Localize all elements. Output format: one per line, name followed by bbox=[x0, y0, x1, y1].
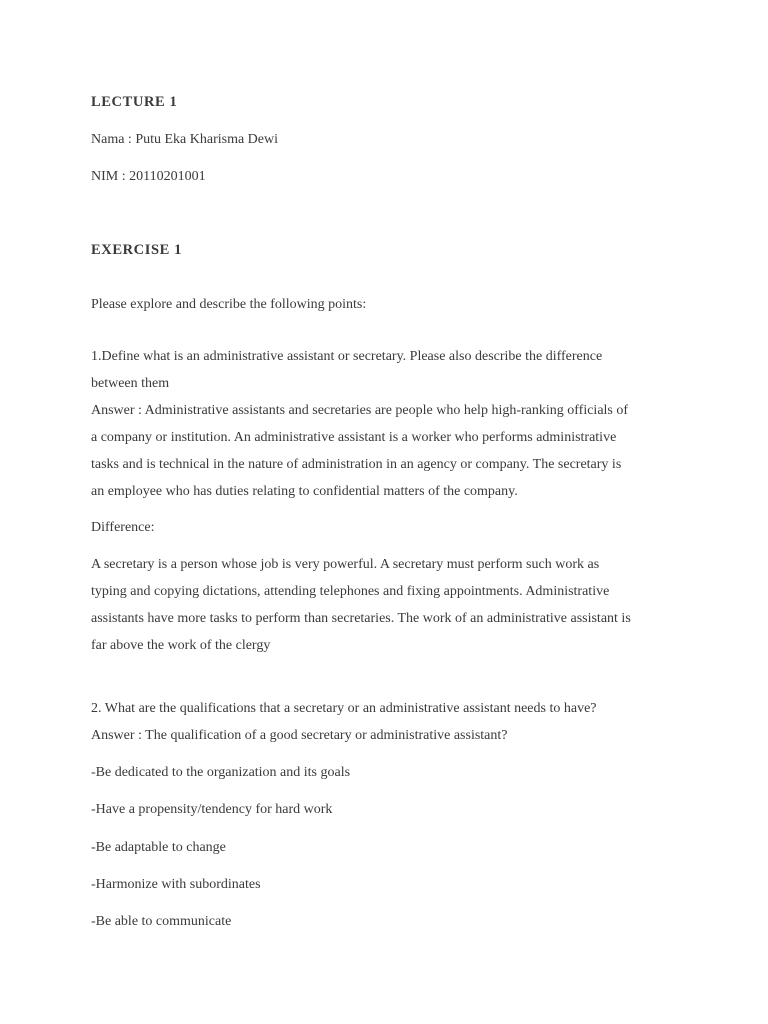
question-1-line-1: 1.Define what is an administrative assistant or secretary. Please also describe the difference bbox=[91, 349, 603, 364]
difference-line-3: assistants have more tasks to perform than secretaries. The work of an administrative assistant is bbox=[91, 611, 631, 626]
list-item: -Harmonize with subordinates bbox=[91, 877, 261, 892]
answer-2: Answer : The qualification of a good secretary or administrative assistant? bbox=[91, 728, 508, 743]
difference-line-4: far above the work of the clergy bbox=[91, 638, 271, 653]
lecture-title: LECTURE 1 bbox=[91, 94, 178, 110]
answer-1-line-1: Answer : Administrative assistants and secretaries are people who help high-ranking officials of bbox=[91, 403, 629, 418]
list-item: -Have a propensity/tendency for hard work bbox=[91, 802, 333, 817]
name-line: Nama : Putu Eka Kharisma Dewi bbox=[91, 132, 279, 147]
difference-line-2: typing and copying dictations, attending telephones and fixing appointments. Administrative bbox=[91, 584, 610, 599]
nim-line: NIM : 20110201001 bbox=[91, 169, 206, 184]
question-2: 2. What are the qualifications that a secretary or an administrative assistant needs to have? bbox=[91, 701, 597, 716]
difference-label: Difference: bbox=[91, 520, 155, 535]
difference-line-1: A secretary is a person whose job is very powerful. A secretary must perform such work as bbox=[91, 557, 600, 572]
exercise-title: EXERCISE 1 bbox=[91, 242, 183, 258]
answer-1-line-4: an employee who has duties relating to confidential matters of the company. bbox=[91, 484, 518, 499]
list-item: -Be able to communicate bbox=[91, 914, 232, 929]
intro-text: Please explore and describe the following points: bbox=[91, 297, 367, 312]
answer-1-line-3: tasks and is technical in the nature of administration in an agency or company. The secretary is bbox=[91, 457, 622, 472]
question-1-line-2: between them bbox=[91, 376, 170, 391]
answer-1-line-2: a company or institution. An administrative assistant is a worker who performs administrative bbox=[91, 430, 617, 445]
list-item: -Be adaptable to change bbox=[91, 840, 226, 855]
list-item: -Be dedicated to the organization and its goals bbox=[91, 765, 351, 780]
